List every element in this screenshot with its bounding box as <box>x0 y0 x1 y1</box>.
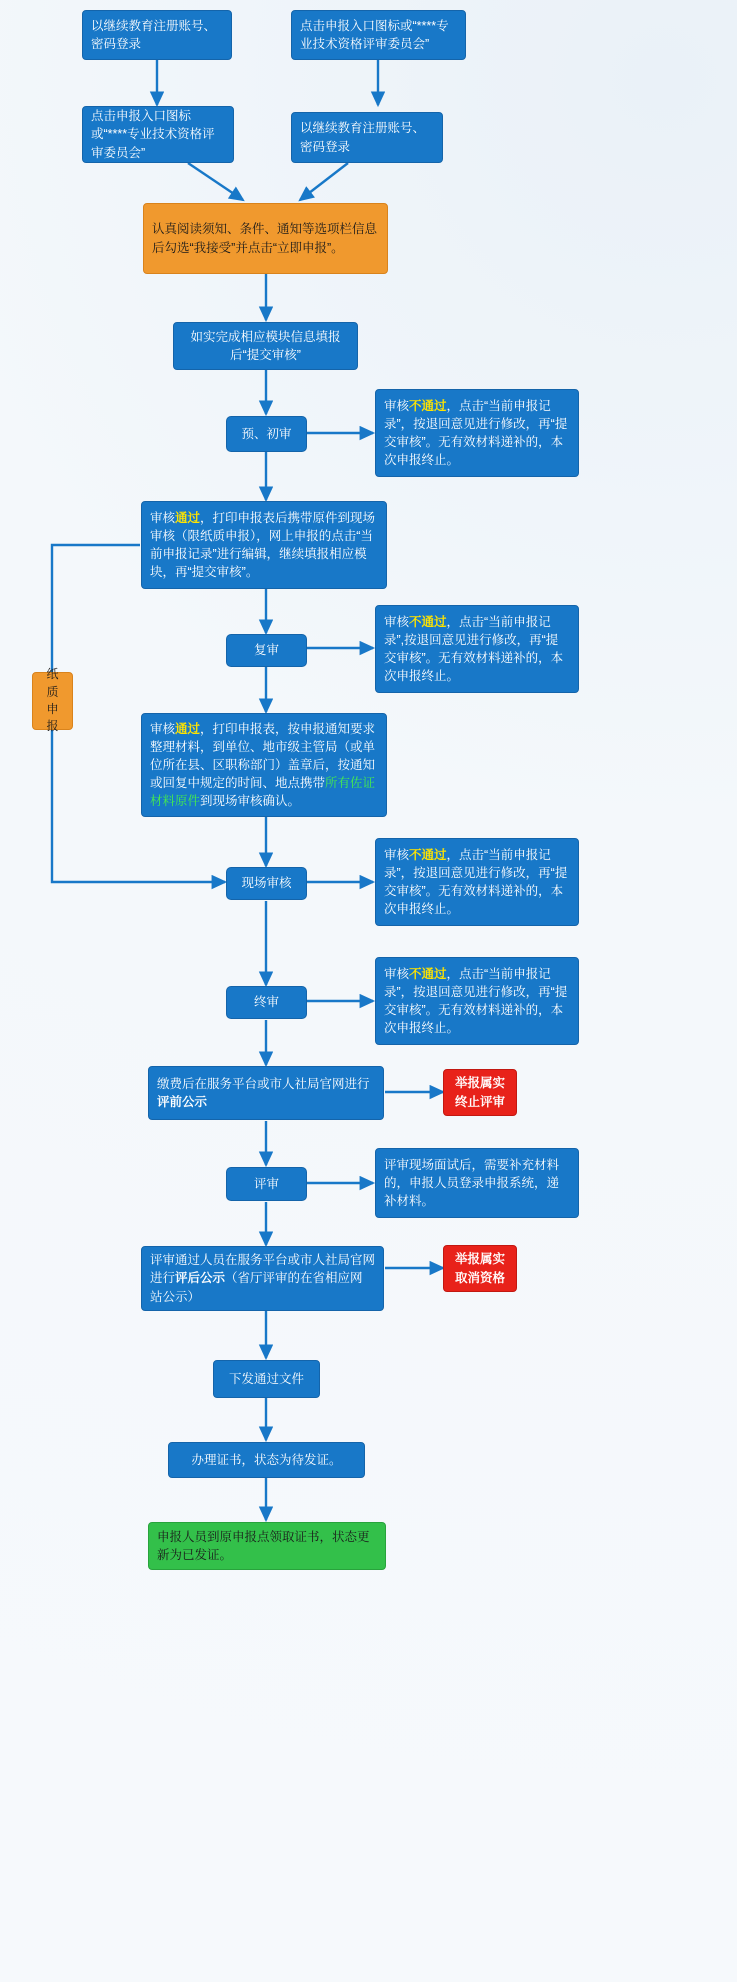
node-text: 审核通过，打印申报表后携带原件到现场审核（限纸质申报），网上申报的点击“当前申报记录”进行编辑，继续填报相应模块，再“提交审核”。 <box>150 510 376 580</box>
node-stage-re-review[interactable] <box>226 634 307 667</box>
node-text: 预、初审 <box>241 426 292 441</box>
node-fill-modules-submit[interactable] <box>173 322 358 370</box>
node-text: 审核不通过，点击“当前申报记录”，按退回意见进行修改，再“提交审核”。无有效材料递补的，本次申报终止。 <box>384 398 568 468</box>
node-report-true-stop-review <box>443 1069 517 1116</box>
node-note-final-review-fail <box>375 957 579 1045</box>
node-text: 纸质申报 <box>46 667 59 734</box>
node-text: 申报人员到原申报点领取证书，状态更新为已发证。 <box>157 1529 370 1562</box>
node-note-pre-first-review-fail <box>375 389 579 477</box>
node-text: 点击申报入口图标或“****专业技术资格评审委员会” <box>300 18 449 51</box>
node-text: 以继续教育注册账号、密码登录 <box>91 18 217 51</box>
node-entry-icon-left[interactable] <box>82 106 234 163</box>
node-post-review-publicity <box>141 1246 384 1311</box>
node-text: 评审现场面试后，需要补充材料的，申报人员登录申报系统，递补材料。 <box>384 1157 560 1209</box>
node-stage-evaluation[interactable] <box>226 1167 307 1201</box>
node-text: 评审通过人员在服务平台或市人社局官网进行评后公示（省厅评审的在省相应网站公示） <box>150 1253 376 1304</box>
node-receive-certificate[interactable] <box>148 1522 386 1570</box>
node-note-onsite-review-fail <box>375 838 579 926</box>
node-text: 缴费后在服务平台或市人社局官网进行评前公示 <box>157 1076 370 1109</box>
node-note-re-review-fail <box>375 605 579 693</box>
node-process-certificate[interactable] <box>168 1442 365 1478</box>
node-stage-pre-first-review[interactable] <box>226 416 307 452</box>
node-read-notice-accept[interactable] <box>143 203 388 274</box>
node-text: 审核不通过，点击“当前申报记录”，按退回意见进行修改，再“提交审核”。无有效材料递补的，本次申报终止。 <box>384 966 568 1036</box>
node-login-register-right[interactable] <box>291 112 443 163</box>
node-pass-print-materials-stamp <box>141 713 387 817</box>
node-note-evaluation-supplement <box>375 1148 579 1218</box>
node-text: 终审 <box>253 995 279 1010</box>
node-text: 评审 <box>253 1176 279 1191</box>
node-issue-pass-document[interactable] <box>213 1360 320 1398</box>
node-text: 审核通过，打印申报表，按申报通知要求整理材料，到单位、地市级主管局（或单位所在县、区职称部门）盖章后，按通知或回复中规定的时间、地点携带所有佐证材料原件到现场审核确认。 <box>150 721 376 809</box>
node-report-true-cancel-qualification <box>443 1245 517 1292</box>
node-stage-onsite-review[interactable] <box>226 867 307 900</box>
node-payment-pre-review-publicity <box>148 1066 384 1120</box>
node-entry-icon-right[interactable] <box>291 10 466 60</box>
node-text: 复审 <box>253 643 279 658</box>
node-text: 点击申报入口图标或“****专业技术资格评审委员会” <box>91 109 215 160</box>
node-text: 举报属实终止评审 <box>454 1076 505 1109</box>
node-text: 举报属实取消资格 <box>454 1252 505 1285</box>
node-login-register-left[interactable] <box>82 10 232 60</box>
node-text: 下发通过文件 <box>228 1371 304 1386</box>
node-stage-final-review[interactable] <box>226 986 307 1019</box>
node-text: 如实完成相应模块信息填报后“提交审核” <box>190 329 341 362</box>
node-text: 以继续教育注册账号、密码登录 <box>300 121 426 154</box>
node-pass-print-onsite-review <box>141 501 387 589</box>
node-text: 认真阅读须知、条件、通知等选项栏信息后勾选“我接受”并点击“立即申报”。 <box>152 222 378 255</box>
node-text: 现场审核 <box>241 876 292 891</box>
node-paper-declaration-branch[interactable] <box>32 667 73 734</box>
node-text: 审核不通过，点击“当前申报记录”，按退回意见进行修改，再“提交审核”。无有效材料递补的，本次申报终止。 <box>384 847 568 917</box>
node-text: 审核不通过，点击“当前申报记录”,按退回意见进行修改，再“提交审核”。无有效材料递补的，本次申报终止。 <box>384 614 564 684</box>
node-text: 办理证书，状态为待发证。 <box>191 1452 342 1467</box>
